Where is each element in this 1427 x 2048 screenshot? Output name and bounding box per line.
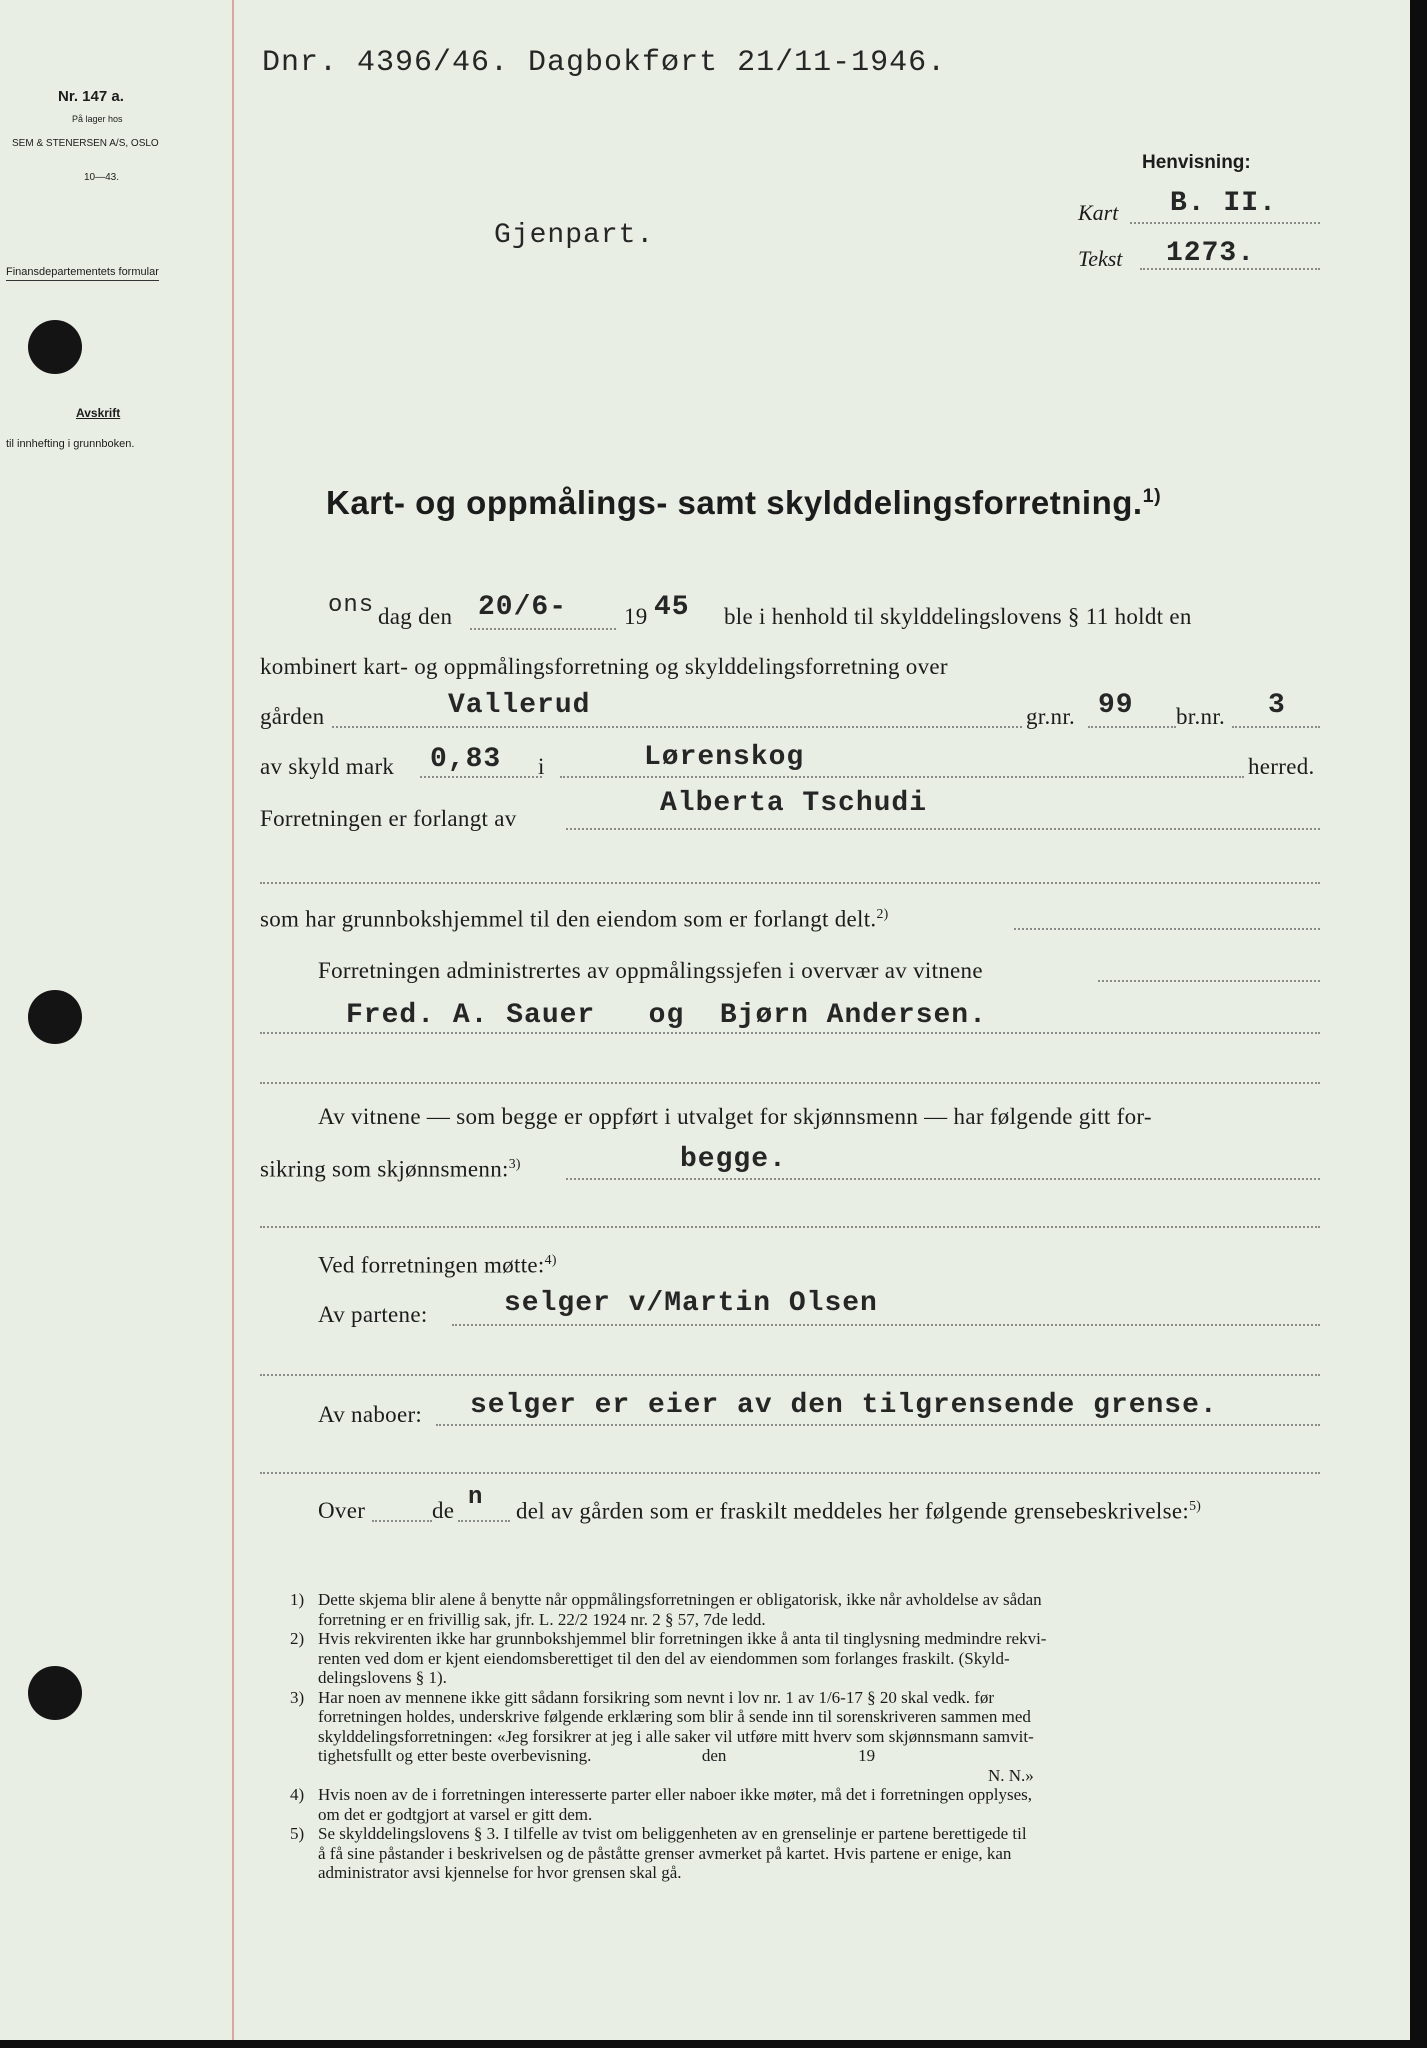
footnote-line: å få sine påstander i beskrivelsen og de påståtte grenser avmerket på kartet. Hvis partene er enige, kan xyxy=(318,1843,1012,1863)
footnote-line: Har noen av mennene ikke gitt sådann forsikring som nevnt i lov nr. 1 av 1/6-17 § 20 skal vedk. før xyxy=(318,1687,995,1707)
avskrift-label: Avskrift xyxy=(76,406,121,420)
form-number: Nr. 147 a. xyxy=(58,88,124,105)
footnote-line: Se skylddelingslovens § 3. I tilfelle av tvist om beliggenheten av en grenselinje er partene berettigede til xyxy=(318,1824,1027,1843)
tekst-label: Tekst xyxy=(1078,246,1123,271)
kart-label: Kart xyxy=(1078,200,1119,225)
line1-rest: ble i henhold til skylddelingslovens § 11 holdt en xyxy=(724,604,1192,629)
forsikring-ref: 3) xyxy=(508,1156,521,1171)
garden-value: Vallerud xyxy=(448,690,591,721)
footnote-line: renten ved dom er kjent eiendomsberettiget til den del av eiendommen som forlanges fraskilt. (Skyld- xyxy=(318,1648,1010,1668)
avskrift-note: til innhefting i grunnboken. xyxy=(6,438,135,450)
footnote-number: 2) xyxy=(290,1629,305,1648)
footnote-line: tighetsfullt og etter beste overbevisning. den 19 xyxy=(318,1746,876,1765)
footnote-line: skylddelingsforretningen: «Jeg forsikrer at jeg i alle saker vil utføre mitt hverv som skjønnsmann samvit- xyxy=(318,1726,1034,1746)
motte-text: Ved forretningen møtte: xyxy=(318,1252,545,1278)
de-value: n xyxy=(468,1484,484,1511)
motte-ref: 4) xyxy=(544,1252,557,1267)
title-text: Kart- og oppmålings- samt skylddelingsforretning. xyxy=(326,484,1143,521)
footnote-line: forretningen holdes, underskrive følgende erklæring som blir å sende inn til sorenskriveren sammen med xyxy=(318,1707,1031,1726)
skyld-label: av skyld mark xyxy=(260,754,395,779)
vitner-value: Fred. A. Sauer og Bjørn Andersen. xyxy=(346,1000,987,1031)
forsikring-text: sikring som skjønnsmenn: xyxy=(260,1156,509,1182)
herred-label: herred. xyxy=(1248,754,1315,779)
skyld-value: 0,83 xyxy=(430,744,502,775)
de-label: de xyxy=(432,1498,455,1523)
footnote-number: 3) xyxy=(290,1687,305,1707)
dnr-line: Dnr. 4396/46. Dagbokført 21/11-1946. xyxy=(262,46,947,80)
forlangt-label: Forretningen er forlangt av xyxy=(260,806,517,831)
formular-label: Finansdepartementets formular xyxy=(6,266,159,281)
publisher-line1: På lager hos xyxy=(72,114,123,124)
over-ref: 5) xyxy=(1189,1498,1202,1513)
partene-value: selger v/Martin Olsen xyxy=(504,1288,878,1319)
motte-label xyxy=(318,1252,557,1279)
herred-value: Lørenskog xyxy=(644,742,805,773)
footnote-line: Dette skjema blir alene å benytte når oppmålingsforretningen er obligatorisk, ikke når avholdelse av sådan xyxy=(318,1590,1042,1609)
admin-line: Forretningen administrertes av oppmålingssjefen i overvær av vitnene xyxy=(318,958,983,983)
punch-hole-top xyxy=(28,320,82,374)
forsikring-value: begge. xyxy=(680,1144,787,1175)
naboer-label: Av naboer: xyxy=(318,1402,423,1427)
grnr-value: 99 xyxy=(1098,690,1134,721)
kart-value: B. II. xyxy=(1170,188,1277,219)
forsikring-label xyxy=(260,1156,521,1183)
footnote-line: Hvis noen av de i forretningen interesserte parter eller naboer ikke møter, må det i forretningen opplyses, xyxy=(318,1785,1033,1804)
year-value: 45 xyxy=(654,592,690,623)
footnote-line: delingslovens § 1). xyxy=(318,1668,447,1687)
forlangt-value: Alberta Tschudi xyxy=(660,788,928,819)
footnote-number: 1) xyxy=(290,1590,305,1609)
title-ref: 1) xyxy=(1142,485,1162,507)
tekst-value: 1273. xyxy=(1166,238,1256,269)
footnote-number: 5) xyxy=(290,1824,305,1843)
footnote-line: forretning er en frivillig sak, jfr. L. 22/2 1924 nr. 2 § 57, 7de ledd. xyxy=(318,1609,766,1629)
footnote-line: N. N.» xyxy=(988,1765,1034,1785)
grnr-label: gr.nr. xyxy=(1026,704,1076,729)
garden-label: gården xyxy=(260,704,325,729)
gjenpart-label: Gjenpart. xyxy=(494,220,655,251)
grunnbok-line xyxy=(260,906,889,933)
document-title xyxy=(326,484,1161,522)
year-prefix: 19 xyxy=(624,604,648,629)
over-label: Over xyxy=(318,1498,366,1523)
margin-rule xyxy=(232,0,234,2040)
brnr-value: 3 xyxy=(1268,690,1286,721)
over-rest xyxy=(516,1498,1201,1525)
footnote-line: om det er godtgjort at varsel er gitt dem. xyxy=(318,1804,593,1824)
publisher-line2: SEM & STENERSEN A/S, OSLO xyxy=(12,138,159,149)
date-code: 10—43. xyxy=(84,172,120,183)
grunnbok-text: som har grunnbokshjemmel til den eiendom som er forlangt delt. xyxy=(260,906,877,932)
line2-text: kombinert kart- og oppmålingsforretning og skylddelingsforretning over xyxy=(260,654,948,679)
punch-hole-middle xyxy=(28,990,82,1044)
brnr-label: br.nr. xyxy=(1176,704,1226,729)
date-value: 20/6- xyxy=(478,592,568,623)
footnote-line: administrator avsi kjennelse for hvor grensen skal gå. xyxy=(318,1863,682,1882)
vitner-text: Av vitnene — som begge er oppført i utvalget for skjønnsmenn — har følgende gitt for- xyxy=(318,1104,1152,1129)
over-rest-text: del av gården som er fraskilt meddeles her følgende grensebeskrivelse: xyxy=(516,1498,1190,1524)
henvisning-label: Henvisning: xyxy=(1142,152,1251,173)
i-label: i xyxy=(538,754,545,779)
footnote-number: 4) xyxy=(290,1785,305,1804)
partene-label: Av partene: xyxy=(318,1302,428,1327)
naboer-value: selger er eier av den tilgrensende grense. xyxy=(470,1390,1218,1421)
grunnbok-ref: 2) xyxy=(876,906,889,921)
dag-den-label: dag den xyxy=(378,604,453,629)
footnote-line: Hvis rekvirenten ikke har grunnbokshjemmel blir forretningen ikke å anta til tinglysning medmindre rekvi- xyxy=(318,1629,1047,1648)
day-prefix: ons xyxy=(328,592,375,619)
punch-hole-bottom xyxy=(28,1666,82,1720)
